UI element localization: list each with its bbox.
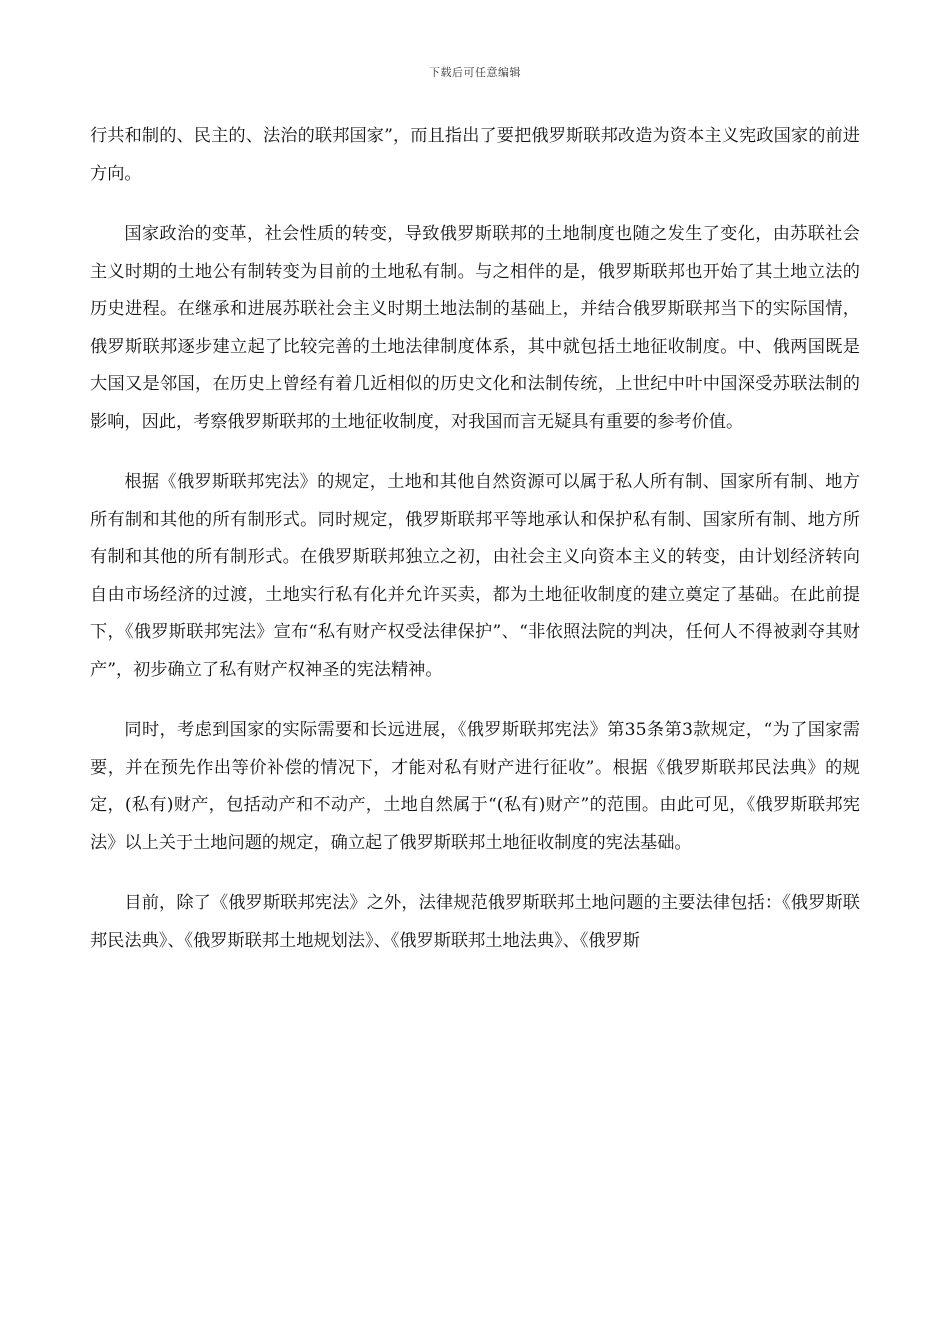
- paragraph-1: 行共和制的、民主的、法治的联邦国家”，而且指出了要把俄罗斯联邦改造为资本主义宪政国家的前进方向。: [90, 126, 860, 184]
- page-header: 下载后可任意编辑: [429, 66, 521, 79]
- paragraph-5: 目前，除了《俄罗斯联邦宪法》之外，法律规范俄罗斯联邦土地问题的主要法律包括：《俄罗斯联邦民法典》、《俄罗斯联邦土地规划法》、《俄罗斯联邦土地法典》、《俄罗斯: [90, 893, 860, 951]
- document-body: [90, 118, 860, 983]
- paragraph-4: 同时，考虑到国家的实际需要和长远进展，《俄罗斯联邦宪法》第35条第3款规定，“为了国家需要，并在预先作出等价补偿的情况下，才能对私有财产进行征收”。根据《俄罗斯联邦民法典》的规定，(私有)财产，包括动产和不动产，土地自然属于“(私有)财产”的范围。由此可见，《俄罗斯联邦宪法》以上关于土地问题的规定，确立起了俄罗斯联邦土地征收制度的宪法基础。: [90, 720, 860, 853]
- paragraph-3: 根据《俄罗斯联邦宪法》的规定，土地和其他自然资源可以属于私人所有制、国家所有制、地方所有制和其他的所有制形式。同时规定，俄罗斯联邦平等地承认和保护私有制、国家所有制、地方所有制和其他的所有制形式。在俄罗斯联邦独立之初，由社会主义向资本主义的转变，由计划经济转向自由市场经济的过渡，土地实行私有化并允许买卖，都为土地征收制度的建立奠定了基础。在此前提下，《俄罗斯联邦宪法》宣布“私有财产权受法律保护”、“非依照法院的判决，任何人不得被剥夺其财产”，初步确立了私有财产权神圣的宪法精神。: [90, 472, 860, 680]
- paragraph-2: 国家政治的变革，社会性质的转变，导致俄罗斯联邦的土地制度也随之发生了变化，由苏联社会主义时期的土地公有制转变为目前的土地私有制。与之相伴的是，俄罗斯联邦也开始了其土地立法的历史进程。在继承和进展苏联社会主义时期土地法制的基础上，并结合俄罗斯联邦当下的实际国情，俄罗斯联邦逐步建立起了比较完善的土地法律制度体系，其中就包括土地征收制度。中、俄两国既是大国又是邻国，在历史上曾经有着几近相似的历史文化和法制传统，上世纪中叶中国深受苏联法制的影响，因此，考察俄罗斯联邦的土地征收制度，对我国而言无疑具有重要的参考价值。: [90, 224, 860, 432]
